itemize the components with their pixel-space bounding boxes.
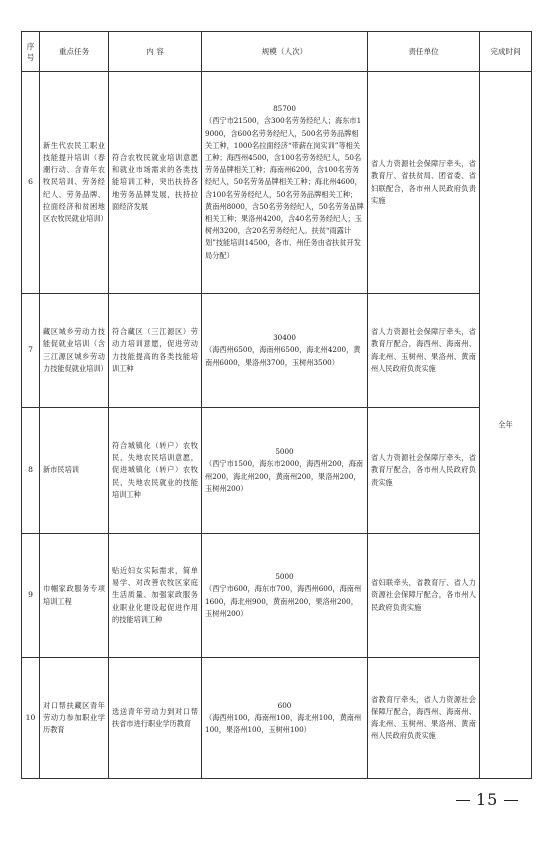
task-cell: 藏区城乡劳动力技能促就业培训（含三江源区城乡劳动力技能促就业培训） <box>40 294 109 408</box>
scale-cell <box>202 658 368 779</box>
scale-detail: （海西州100，海南州100，海北州100，黄南州100，果洛州100，玉树州100） <box>205 712 362 735</box>
task-table <box>21 31 532 779</box>
row-number: 7 <box>22 294 40 408</box>
right-dash <box>504 800 518 801</box>
scale-detail: （西宁市600，海东市700，海西州600，海南州1600，海北州900，黄南州200，果洛州200，玉树州200） <box>205 584 362 618</box>
header-scale: 规模（人次） <box>202 32 368 72</box>
header-responsible: 责任单位 <box>368 32 480 72</box>
scale-total: 30400 <box>273 333 296 343</box>
scale-detail: （海西州6500，海南州6500，海北州4200，黄南州6000，果洛州3700，玉树州3500） <box>205 345 361 367</box>
scale-detail: （西宁市21500，含300名劳务经纪人；海东市19000，含600名劳务经纪人，500名劳务品牌相关工种，1000名拉面经济“带薪在岗实训”等相关工种；海西州4500，含100名劳务经纪人，50名劳务品牌相关工种；海南州6200，含100名劳务经纪人，50名劳务品牌相关工种；海北州4600，含100名劳务经纪人，50名劳务品牌相关工种；黄南州8000，含50名劳务经纪人，50名劳务品牌相关工种；果洛州4200，含40名劳务经纪人；玉树州3200，含20名劳务经纪人。扶贫“雨露计划”技能培训14500，各市、州任务由省扶贫开发局分配） <box>205 116 364 260</box>
left-dash <box>456 800 470 801</box>
scale-cell <box>202 294 368 408</box>
content-cell: 贴近妇女实际需求，简单易学、对改善农牧区家庭生活质量、加强家政服务业职业化建设起促进作用的技能培训工种 <box>109 534 202 658</box>
header-seq: 序号 <box>22 32 40 72</box>
responsible-cell: 省人力资源社会保障厅牵头，省教育厅配合，海西州、海南州、海北州、玉树州、果洛州、黄南州人民政府负责实施 <box>368 294 480 408</box>
task-cell: 对口帮扶藏区青年劳动力参加职业学历教育 <box>40 658 109 779</box>
table-header-row <box>22 32 532 72</box>
scale-total: 600 <box>277 700 292 710</box>
responsible-cell: 省妇联牵头，省教育厅、省人力资源社会保障厅配合，各市州人民政府负责实施 <box>368 534 480 658</box>
table-row <box>22 658 532 779</box>
table-row <box>22 408 532 534</box>
row-number: 10 <box>22 658 40 779</box>
row-number: 8 <box>22 408 40 534</box>
scale-total: 5000 <box>275 447 294 457</box>
content-cell: 符合城镇化（转户）农牧民、失地农民培训意愿，促进城镇化（转户）农牧民、失地农民就业的技能培训工种 <box>109 408 202 534</box>
content-cell: 符合藏区（三江源区）劳动力培训意愿，促进劳动力技能提高的各类技能培训工种 <box>109 294 202 408</box>
page-number: 15 <box>476 790 499 809</box>
scale-cell <box>202 534 368 658</box>
completion-time-cell: 全年 <box>480 72 532 779</box>
scale-total: 85700 <box>273 104 296 114</box>
header-task: 重点任务 <box>40 32 109 72</box>
task-cell: 巾帼家政服务专项培训工程 <box>40 534 109 658</box>
content-cell: 符合农牧民就业培训意愿和就业市场需求的各类技能培训工种，突出扶持各地劳务品牌发展，扶持拉面经济发展 <box>109 72 202 294</box>
table-row <box>22 72 532 294</box>
scale-cell <box>202 408 368 534</box>
task-cell: 新市民培训 <box>40 408 109 534</box>
page-number-footer <box>450 790 524 809</box>
task-cell: 新生代农民工职业技能提升培训（春潮行动、含青年农牧民培训、劳务经纪人、劳务品牌、拉面经济和贫困地区农牧民就业培训） <box>40 72 109 294</box>
header-completion-time: 完成时间 <box>480 32 532 72</box>
responsible-cell: 省教育厅牵头，省人力资源社会保障厅配合，海西州、海南州、海北州、玉树州、果洛州、黄南州人民政府负责实施 <box>368 658 480 779</box>
scale-cell <box>202 72 368 294</box>
table-row <box>22 294 532 408</box>
responsible-cell: 省人力资源社会保障厅牵头，省教育厅配合，各市州人民政府负责实施 <box>368 408 480 534</box>
scale-detail: （西宁市1500，海东市2000，海西州200，海南州200，海北州200，黄南州200，果洛州200，玉树州200） <box>205 459 364 493</box>
scale-total: 5000 <box>275 572 294 582</box>
row-number: 9 <box>22 534 40 658</box>
table-row <box>22 534 532 658</box>
content-cell: 选送青年劳动力到对口帮扶省市进行职业学历教育 <box>109 658 202 779</box>
row-number: 6 <box>22 72 40 294</box>
header-content: 内 容 <box>109 32 202 72</box>
responsible-cell: 省人力资源社会保障厅牵头，省教育厅、省扶贫局、团省委、省妇联配合，各市州人民政府负责实施 <box>368 72 480 294</box>
